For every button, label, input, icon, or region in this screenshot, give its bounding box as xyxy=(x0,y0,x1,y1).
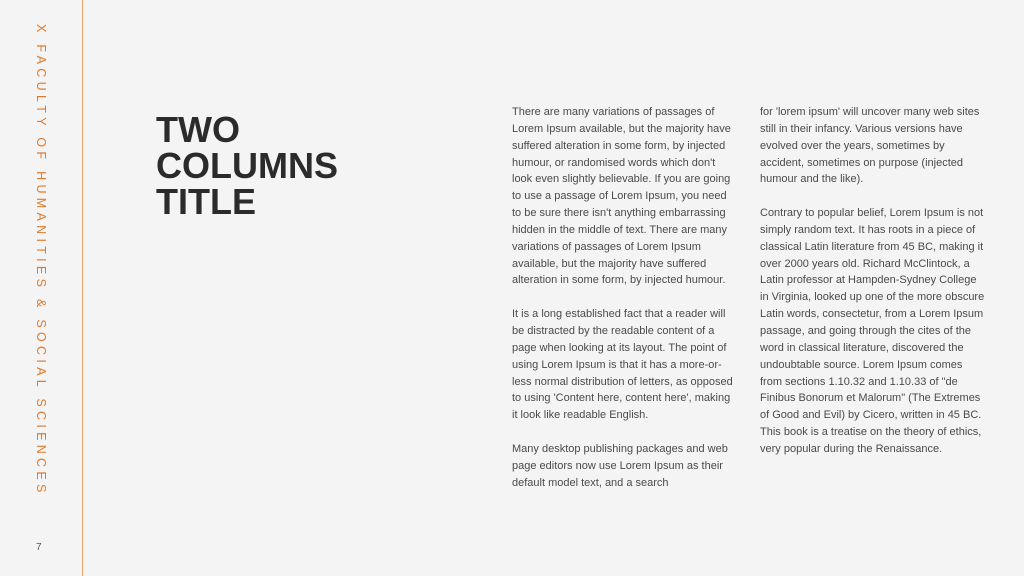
page-number: 7 xyxy=(36,542,42,553)
paragraph: It is a long established fact that a reader will be distracted by the readable content of a page when looking at its layout. The point of using Lorem Ipsum is that it has a more-or-less normal distribution of letters, as opposed to using 'Content here, content here', making it look like readable English. xyxy=(512,308,733,422)
paragraph: for 'lorem ipsum' will uncover many web sites still in their infancy. Various versions have evolved over the years, sometimes by accident, sometimes on purpose (injected humour and the like). xyxy=(760,106,980,186)
faculty-label: X FACULTY OF HUMANITIES & SOCIAL SCIENCES xyxy=(34,24,48,497)
left-text-column xyxy=(512,104,738,491)
right-text-column xyxy=(760,104,986,458)
slide-title: TWO COLUMNS TITLE xyxy=(156,109,338,222)
sidebar xyxy=(0,0,83,576)
paragraph: Contrary to popular belief, Lorem Ipsum is not simply random text. It has roots in a piece of classical Latin literature from 45 BC, making it over 2000 years old. Richard McClintock, a Latin professor at Hampden-Sydney College in Virginia, looked up one of the more obscure Latin words, consectetur, from a Lorem Ipsum passage, and going through the cites of the word in classical literature, discovered the undoubtable source. Lorem Ipsum comes from sections 1.10.32 and 1.10.33 of "de Finibus Bonorum et Malorum" (The Extremes of Good and Evil) by Cicero, written in 45 BC. This book is a treatise on the theory of ethics, very popular during the Renaissance. xyxy=(760,207,985,455)
paragraph: Many desktop publishing packages and web page editors now use Lorem Ipsum as their default model text, and a search xyxy=(512,442,728,489)
paragraph: There are many variations of passages of Lorem Ipsum available, but the majority have suffered alteration in some form, by injected humour, or randomised words which don't look even slightly believable. If you are going to use a passage of Lorem Ipsum, you need to be sure there isn't anything embarrassing hidden in the middle of text. There are many variations of passages of Lorem Ipsum available, but the majority have suffered alteration in some form, by injected humour. xyxy=(512,106,731,287)
